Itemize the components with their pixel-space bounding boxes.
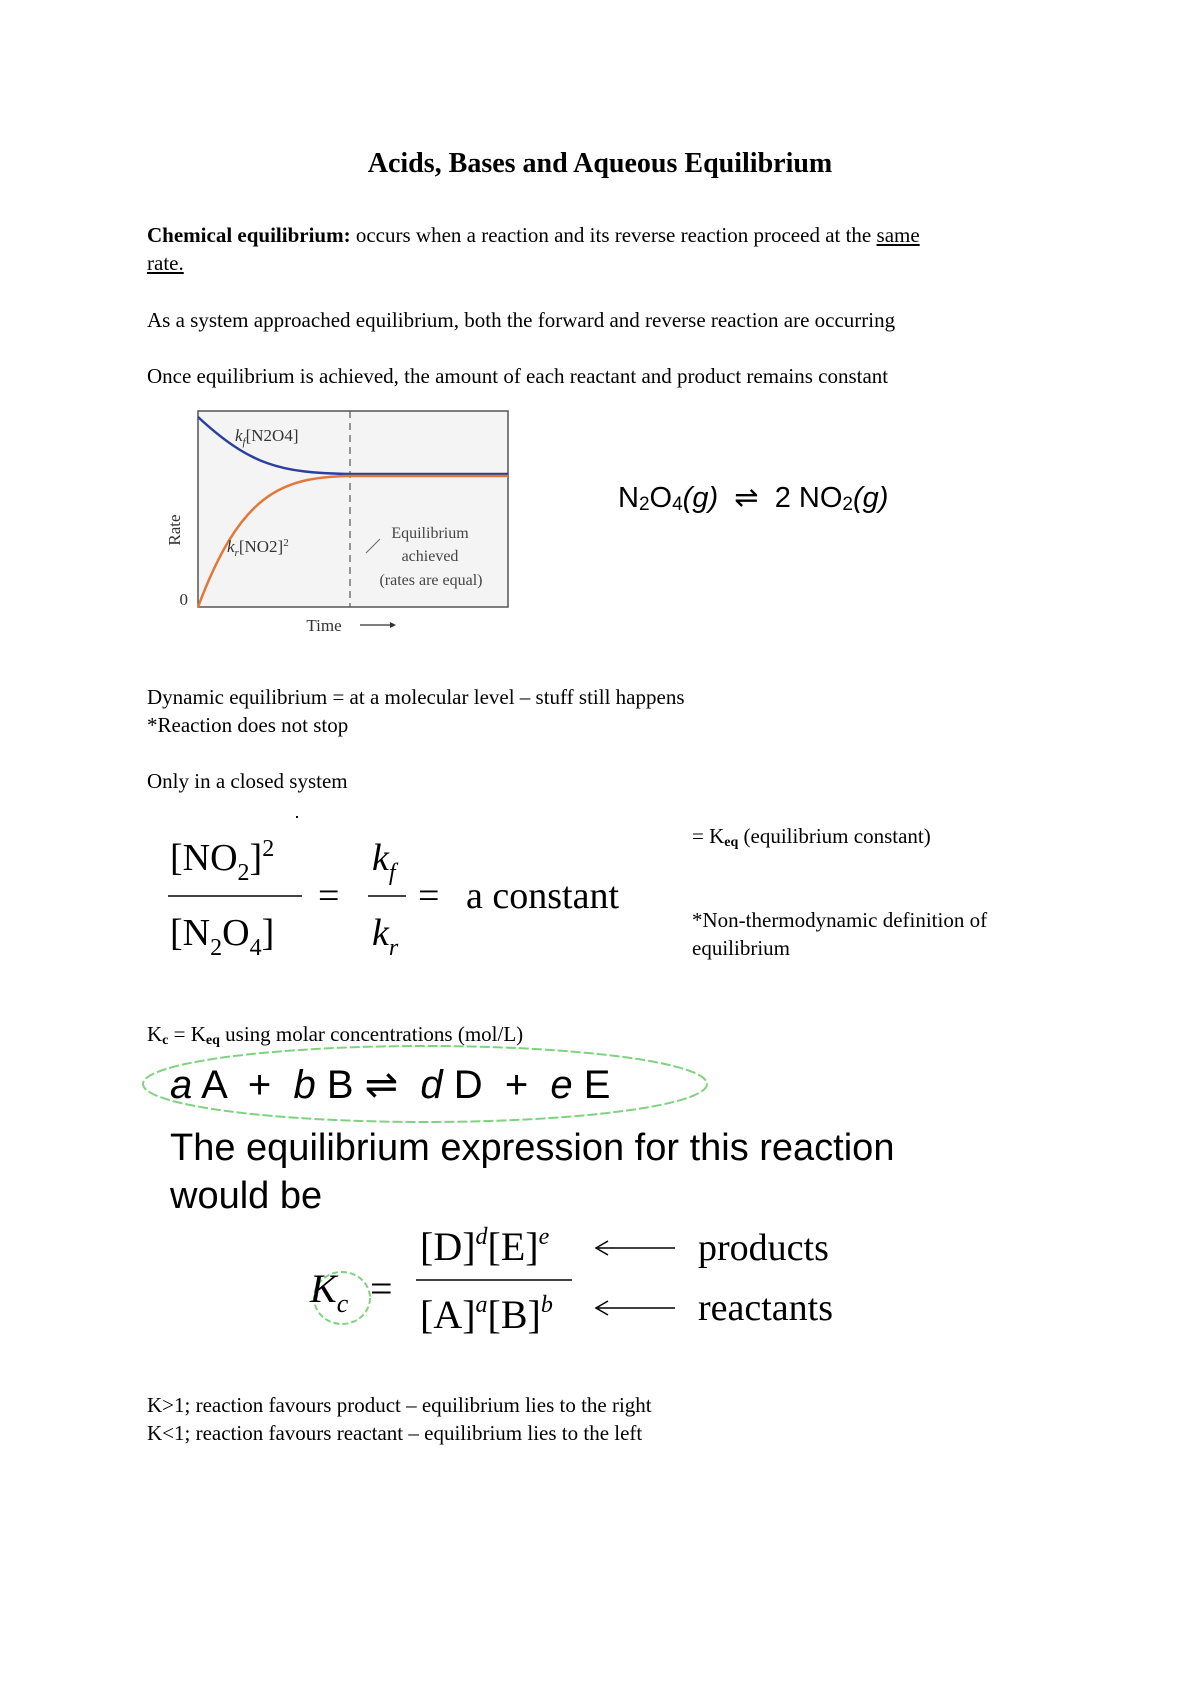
ratio-equals-1: = xyxy=(318,875,340,917)
general-reaction: a A + b B ⇌ d D + e E xyxy=(170,1063,611,1107)
dynamic-line: Dynamic equilibrium = at a molecular level – stuff still happens xyxy=(147,685,685,709)
ratio-constant: a constant xyxy=(466,875,620,917)
page-title: Acids, Bases and Aqueous Equilibrium xyxy=(367,148,833,179)
non-thermo-line-1: *Non-thermodynamic definition of xyxy=(692,908,988,932)
kc-line: $K_c = K_{eq}$ using molar concentrations (mol/L) xyxy=(147,1022,524,1048)
axis-x-label: Time xyxy=(306,616,342,635)
kc-denominator: $[A]^a[B]^b$ xyxy=(420,1292,553,1337)
definition-text: occurs when a reaction and its reverse reaction proceed at the xyxy=(350,223,877,247)
definition-underlined-2: rate. xyxy=(147,251,184,275)
rate-time-figure xyxy=(160,405,520,640)
ratio-denominator: $[N_2O_4]$ xyxy=(170,912,275,961)
k-greater-than-one: K>1; reaction favours product – equilibrium lies to the right xyxy=(147,1393,652,1417)
ratio-kr: $k_r$ xyxy=(372,912,399,961)
reverse-rate-label: $k_r[NO2]^2$ xyxy=(227,537,289,559)
time-arrow-head xyxy=(390,622,396,628)
products-label: products xyxy=(698,1227,829,1269)
annotation-line-2: achieved xyxy=(401,548,459,565)
kc-numerator: $[D]^d[E]^e$ xyxy=(420,1224,550,1269)
ratio-numerator: $[NO_2]^2$ xyxy=(170,836,275,886)
forward-rate-label: $k_f[N2O4]$ xyxy=(235,426,299,448)
keq-note: = $K_{eq}$ (equilibrium constant) xyxy=(692,824,931,850)
kc-expression xyxy=(300,1210,880,1350)
equilibrium-arrow: ⇌ xyxy=(734,482,759,514)
reactants-label: reactants xyxy=(698,1287,834,1329)
ratio-equation xyxy=(160,808,660,968)
reaction-not-stop: *Reaction does not stop xyxy=(147,713,349,737)
axis-y-label: Rate xyxy=(165,514,184,546)
expression-intro-2: would be xyxy=(170,1175,323,1217)
para-achieved: Once equilibrium is achieved, the amount of each reactant and product remains constant xyxy=(147,364,889,388)
axis-origin-label: 0 xyxy=(179,590,188,609)
annotation-line-3: (rates are equal) xyxy=(379,572,483,589)
kc-equals: = xyxy=(370,1266,393,1311)
reaction-equation: $N_2O_4(g)$ ⇌ 2 $NO_2(g)$ xyxy=(618,482,889,515)
para-approach: As a system approached equilibrium, both the forward and reverse reaction are occurring xyxy=(147,308,896,332)
ratio-equals-2: = xyxy=(418,875,440,917)
annotation-line-1: Equilibrium xyxy=(391,525,469,542)
kc-symbol: $K_c$ xyxy=(310,1266,349,1318)
k-less-than-one: K<1; reaction favours reactant – equilibrium lies to the left xyxy=(147,1421,643,1445)
definition-term: Chemical equilibrium: xyxy=(147,223,351,247)
definition-line xyxy=(147,221,920,249)
expression-intro-1: The equilibrium expression for this reaction xyxy=(170,1127,895,1169)
definition-underlined-1: same xyxy=(876,223,920,247)
closed-system: Only in a closed system xyxy=(147,769,348,793)
ratio-kf: $k_f$ xyxy=(372,837,396,886)
non-thermo-line-2: equilibrium xyxy=(692,936,790,960)
